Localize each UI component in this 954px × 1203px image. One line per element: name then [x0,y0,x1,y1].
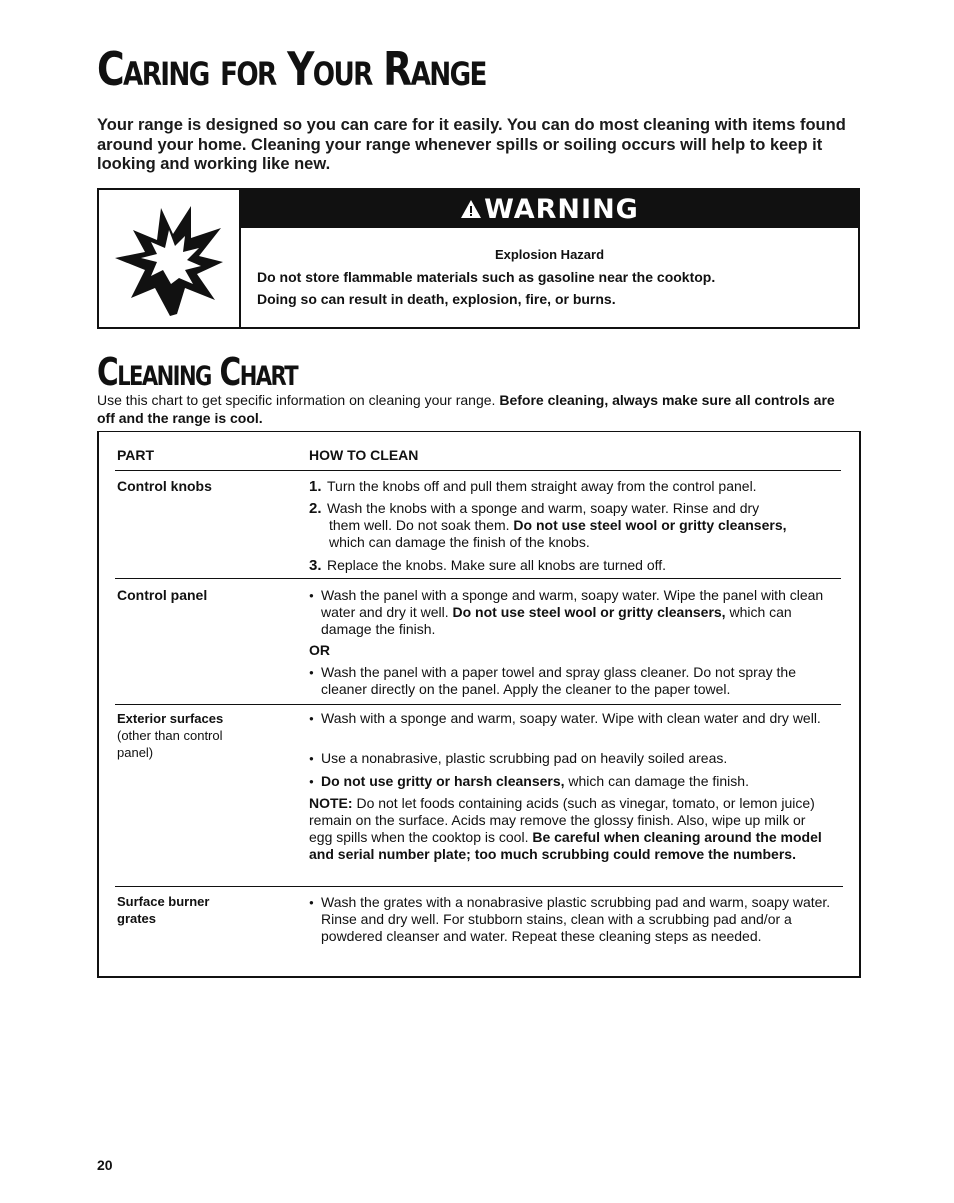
part-surface-burner-grates: Surface burner grates [117,894,210,926]
step-number: 3. [309,557,322,574]
warning-line-1: Do not store flammable materials such as gasoline near the cooktop. [257,269,716,285]
row-rule [115,704,841,705]
section-title: Cleaning Chart [97,350,298,394]
step-3 [309,557,844,574]
step-text-c: which can damage the finish of the knobs. [329,534,590,550]
row-rule [115,886,843,887]
note-label: NOTE: [309,795,353,811]
chart-intro-bold: Before cleaning, always make sure all controls are off and the range is cool. [97,392,835,426]
list-item: ● Wash the grates with a nonabrasive plastic scrubbing pad and warm, soapy water. Rinse and dry well. For stubborn stains, clean with a scrubbing pad and/or a powdered cleanser and water. Repeat these cleaning steps as needed. [309,894,841,945]
warning-icon-cell [99,190,241,327]
warning-box [97,188,860,329]
intro-paragraph: Your range is designed so you can care for it easily. You can do most cleaning with items found around your home. Cleaning your range whenever spills or soiling occurs will help to keep it looking and working like new. [97,116,846,173]
step-number: 2. [309,500,322,517]
chart-intro [97,392,837,427]
part-control-knobs: Control knobs [117,478,212,494]
step-text: Replace the knobs. Make sure all knobs are turned off. [327,557,667,573]
explosion-icon [111,200,229,318]
part-sub-label: (other than control panel) [117,728,223,760]
warning-header [241,190,858,228]
part-label: Exterior surfaces [117,711,224,726]
bullet-warning: Do not use steel wool or gritty cleansers, [452,604,726,620]
list-item: ● Wash the panel with a paper towel and spray glass cleaner. Do not spray the cleaner directly on the panel. Apply the cleaner to the paper towel. [309,664,839,698]
bullet-text: which can damage the finish. [564,773,749,789]
note-warning: Be careful when cleaning around the model and serial number plate; too much scrubbing could remove the numbers. [309,829,822,862]
cleaning-chart [97,431,861,978]
list-item [309,587,839,638]
warning-triangle-icon [460,199,482,219]
column-header-how-to-clean: HOW TO CLEAN [309,447,419,463]
warning-line-2: Doing so can result in death, explosion, fire, or burns. [257,291,616,307]
step-text-b: them well. Do not soak them. [329,517,514,533]
list-item: ● Use a nonabrasive, plastic scrubbing pad on heavily soiled areas. [309,750,839,767]
bullet-warning: Do not use gritty or harsh cleansers, [321,773,565,789]
step-text: Turn the knobs off and pull them straight away from the control panel. [327,478,757,494]
bullet-text: Wash the panel with a sponge and warm, soapy water. Wipe the panel with clean water and dry it well. [321,587,824,620]
chart-intro-text: Use this chart to get specific information on cleaning your range. [97,392,500,408]
or-label: OR [309,642,330,658]
step-number: 1. [309,478,322,495]
step-warning: Do not use steel wool or gritty cleansers, [513,517,787,533]
warning-label: WARNING [484,194,639,225]
step-text: Wash the knobs with a sponge and warm, soapy water. Rinse and dry [327,500,760,516]
page-title: Caring for Your Range [97,42,486,96]
part-exterior-surfaces [117,710,257,761]
note-text: Do not let foods containing acids (such as vinegar, tomato, or lemon juice) remain on the surface. Acids may remove the glossy finish. Also, wipe up milk or egg spills when the cooktop is cool. [309,795,815,845]
page-number: 20 [97,1157,113,1173]
header-rule [115,470,841,471]
step-text-cont [309,517,844,534]
part-control-panel: Control panel [117,587,208,603]
column-header-part: PART [117,447,155,463]
list-item [309,773,839,790]
step-1 [309,478,844,495]
row-rule [115,578,841,579]
list-item: ● Wash with a sponge and warm, soapy water. Wipe with clean water and dry well. [309,710,839,727]
bullet-text-end: which can damage the finish. [321,604,792,637]
step-2 [309,500,844,551]
hazard-title: Explosion Hazard [494,247,605,262]
note-paragraph [309,795,829,863]
